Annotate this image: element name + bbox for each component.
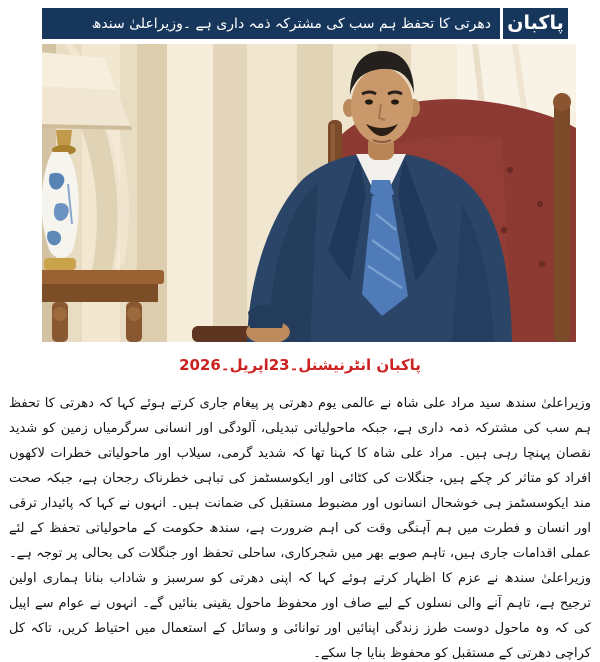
photo-illustration xyxy=(42,44,576,342)
article-photo xyxy=(42,44,576,342)
headline-text: دھرتی کا تحفظ ہم سب کی مشترکہ ذمہ داری ہے ۔وزیراعلیٰ سندھ xyxy=(91,15,491,32)
article-body: وزیراعلیٰ سندھ سید مراد علی شاہ نے عالمی یوم دھرتی پر پیغام جاری کرتے ہوئے کہا کہ دھرتی کا تحفظ ہم سب کی مشترکہ ذمہ داری ہے، جبکہ ماحولیاتی تبدیلی، آلودگی اور انسانی سرگرمیاں زمین کو شدید نقصان پہنچا رہی ہیں۔ مراد علی شاہ کا کہنا تھا کہ شدید گرمی، سیلاب اور ماحولیاتی خطرات لاکھوں افراد کو متاثر کر چکے ہیں، جنگلات کی کٹائی اور ایکوسسٹمز کی تباہی خطرناک رجحان ہے، جبکہ صحت مند ایکوسسٹمز ہی خوشحال انسانوں اور مضبوط مستقبل کی ضمانت ہیں۔ انہوں نے کہا کہ پائیدار ترقی اور انسان و فطرت میں ہم آہنگی وقت کی اہم ضرورت ہے، سندھ حکومت کے ماحولیاتی تحفظ کے لئے عملی اقدامات جاری ہیں، تاہم صوبے بھر میں شجرکاری، ساحلی تحفظ اور جنگلات کی بحالی پر توجہ ہے۔ وزیراعلیٰ سندھ نے عزم کا اظہار کرتے ہوئے کہا کہ اپنی دھرتی کو سرسبز و شاداب بنانا ہماری اولین ترجیح ہے، تاہم آنے والی نسلوں کے لیے صاف اور محفوظ ماحول یقینی بنائیں گے۔ انہوں نے عوام سے اپیل کی کہ وہ ماحول دوست طرز زندگی اپنائیں اور توانائی و وسائل کے استعمال میں احتیاط کریں، تاکہ کل کراچی دھرتی کے مستقبل کو محفوظ بنایا جا سکے۔ xyxy=(9,396,591,661)
headline-bar xyxy=(42,8,500,39)
newspaper-logo-text: پاکبان xyxy=(507,12,564,34)
dateline: پاکبان انٹرنیشنل۔23اپریل۔2026 xyxy=(179,356,421,374)
newspaper-logo xyxy=(503,8,568,39)
masthead xyxy=(42,8,568,39)
